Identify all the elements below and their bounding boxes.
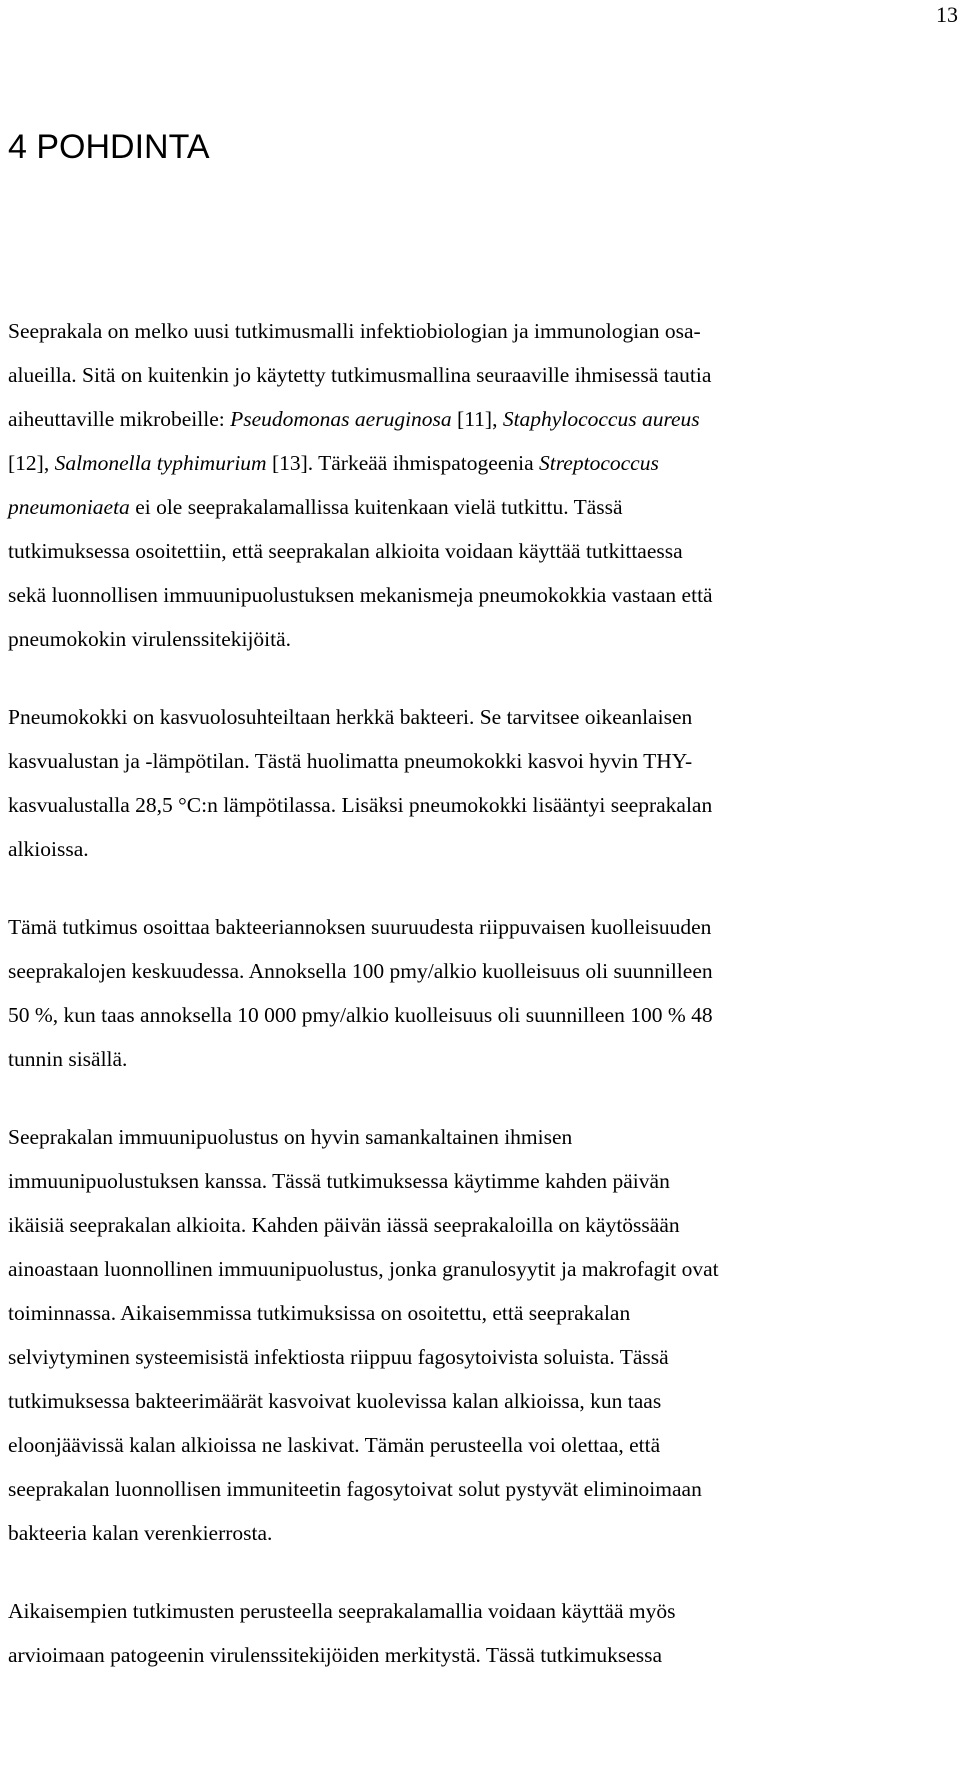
text-segment: ainoastaan luonnollinen immuunipuolustus, jonka granulosyytit ja makrofagit ovat	[8, 1257, 719, 1281]
text-line	[8, 1511, 960, 1555]
paragraph	[8, 695, 960, 871]
text-segment: [12],	[8, 451, 55, 475]
text-line	[8, 441, 960, 485]
text-line	[8, 695, 960, 739]
text-segment: tutkimuksessa bakteerimäärät kasvoivat kuolevissa kalan alkioissa, kun taas	[8, 1389, 662, 1413]
text-line	[8, 1203, 960, 1247]
text-segment: selviytyminen systeemisistä infektiosta riippuu fagosytoivista soluista. Tässä	[8, 1345, 669, 1369]
paragraph-gap	[8, 1555, 960, 1589]
text-segment: Seeprakalan immuunipuolustus on hyvin samankaltainen ihmisen	[8, 1125, 573, 1149]
text-line	[8, 353, 960, 397]
italic-species-name: Streptococcus	[539, 451, 659, 475]
text-segment: tunnin sisällä.	[8, 1047, 128, 1071]
text-segment: bakteeria kalan verenkierrosta.	[8, 1521, 273, 1545]
text-line	[8, 485, 960, 529]
paragraph-gap	[8, 1081, 960, 1115]
text-segment: [13]. Tärkeää ihmispatogeenia	[266, 451, 540, 475]
text-line	[8, 1159, 960, 1203]
text-line	[8, 1379, 960, 1423]
text-segment: seeprakalojen keskuudessa. Annoksella 100 pmy/alkio kuolleisuus oli suunnilleen	[8, 959, 713, 983]
paragraph-gap	[8, 661, 960, 695]
page-number: 13	[936, 2, 958, 27]
text-line	[8, 1335, 960, 1379]
text-line	[8, 573, 960, 617]
text-segment: eloonjäävissä kalan alkioissa ne laskivat. Tämän perusteella voi olettaa, että	[8, 1433, 661, 1457]
text-line	[8, 739, 960, 783]
text-segment: Pneumokokki on kasvuolosuhteiltaan herkkä bakteeri. Se tarvitsee oikeanlaisen	[8, 705, 693, 729]
text-segment: Aikaisempien tutkimusten perusteella seeprakalamallia voidaan käyttää myös	[8, 1599, 676, 1623]
text-segment: Seeprakala on melko uusi tutkimusmalli infektiobiologian ja immunologian osa-	[8, 319, 701, 343]
paragraph-gap	[8, 871, 960, 905]
paragraph	[8, 905, 960, 1081]
text-line	[8, 1115, 960, 1159]
italic-species-name: Salmonella typhimurium	[54, 451, 267, 475]
text-line	[8, 1589, 960, 1633]
text-line	[8, 1247, 960, 1291]
text-segment: tutkimuksessa osoitettiin, että seeprakalan alkioita voidaan käyttää tutkittaessa	[8, 539, 683, 563]
text-segment: pneumokokin virulenssitekijöitä.	[8, 627, 292, 651]
text-segment: 50 %, kun taas annoksella 10 000 pmy/alkio kuolleisuus oli suunnilleen 100 % 48	[8, 1003, 713, 1027]
text-line	[8, 905, 960, 949]
text-line	[8, 1423, 960, 1467]
text-line	[8, 1467, 960, 1511]
text-segment: immuunipuolustuksen kanssa. Tässä tutkimuksessa käytimme kahden päivän	[8, 1169, 670, 1193]
italic-species-name: Staphylococcus aureus	[502, 407, 700, 431]
text-line	[8, 783, 960, 827]
text-line	[8, 827, 960, 871]
text-segment: toiminnassa. Aikaisemmissa tutkimuksissa on osoitettu, että seeprakalan	[8, 1301, 631, 1325]
italic-species-name: Pseudomonas aeruginosa	[230, 407, 452, 431]
text-line	[8, 1291, 960, 1335]
text-segment: aiheuttaville mikrobeille:	[8, 407, 231, 431]
text-segment: Tämä tutkimus osoittaa bakteeriannoksen suuruudesta riippuvaisen kuolleisuuden	[8, 915, 712, 939]
paragraph	[8, 1115, 960, 1555]
text-line	[8, 993, 960, 1037]
text-line	[8, 1633, 960, 1677]
paragraph	[8, 309, 960, 661]
text-segment: arvioimaan patogeenin virulenssitekijöiden merkitystä. Tässä tutkimuksessa	[8, 1643, 663, 1667]
text-segment: kasvualustan ja -lämpötilan. Tästä huolimatta pneumokokki kasvoi hyvin THY-	[8, 749, 693, 773]
section-heading: 4 POHDINTA	[8, 128, 210, 166]
text-segment: sekä luonnollisen immuunipuolustuksen mekanismeja pneumokokkia vastaan että	[8, 583, 713, 607]
text-line	[8, 397, 960, 441]
text-segment: ikäisiä seeprakalan alkioita. Kahden päivän iässä seeprakaloilla on käytössään	[8, 1213, 680, 1237]
text-line	[8, 949, 960, 993]
text-segment: [11],	[451, 407, 503, 431]
text-line	[8, 617, 960, 661]
text-segment: alkioissa.	[8, 837, 89, 861]
italic-species-name: pneumoniaeta	[8, 495, 130, 519]
text-segment: ei ole seeprakalamallissa kuitenkaan vielä tutkittu. Tässä	[129, 495, 623, 519]
body-text	[8, 309, 960, 1677]
text-line	[8, 1037, 960, 1081]
text-line	[8, 309, 960, 353]
text-segment: seeprakalan luonnollisen immuniteetin fagosytoivat solut pystyvät eliminoimaan	[8, 1477, 702, 1501]
text-line	[8, 529, 960, 573]
text-segment: kasvualustalla 28,5 °C:n lämpötilassa. Lisäksi pneumokokki lisääntyi seeprakalan	[8, 793, 713, 817]
paragraph	[8, 1589, 960, 1677]
text-segment: alueilla. Sitä on kuitenkin jo käytetty tutkimusmallina seuraaville ihmisessä tautia	[8, 363, 712, 387]
